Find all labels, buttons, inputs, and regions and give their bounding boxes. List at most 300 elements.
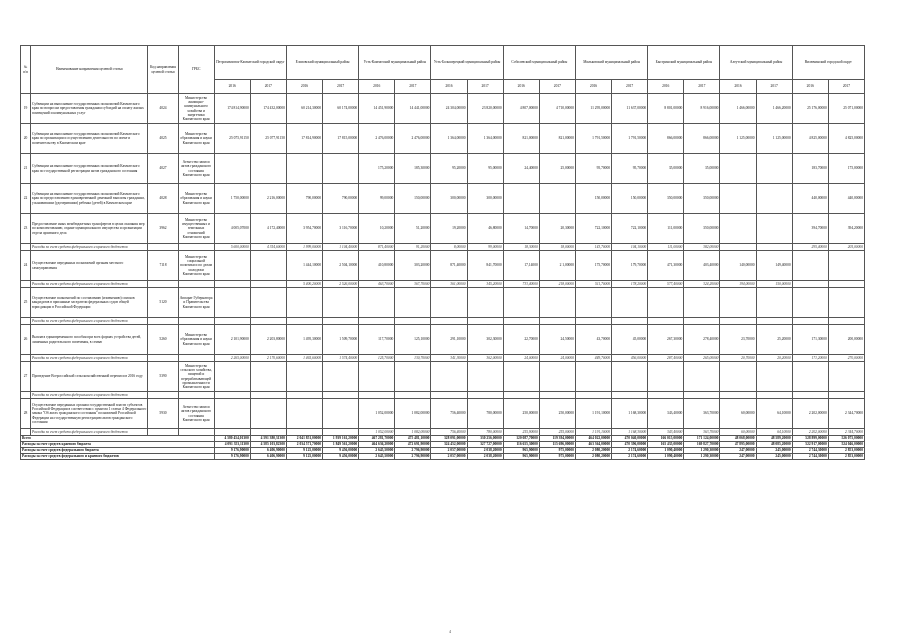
row-value — [828, 318, 864, 325]
table-total-row — [21, 454, 865, 460]
row-value: 2 526,00000 — [323, 281, 359, 288]
row-value: 19,20000 — [431, 214, 467, 244]
column-header-year: 2016 — [503, 80, 539, 94]
row-value: 363,70000 — [684, 399, 720, 429]
row-value: 171,20000 — [792, 355, 828, 362]
total-value: 4 591 380,31300 — [250, 436, 286, 442]
row-value — [286, 154, 322, 184]
row-value — [286, 362, 322, 392]
row-value: 25 075,91150 — [214, 124, 250, 154]
total-value: 463 364,00000 — [575, 442, 611, 448]
total-name: Расходы за счет средств федерального бюджета — [21, 448, 215, 454]
row-value: 2 202,00000 — [792, 429, 828, 436]
row-number: 28 — [21, 399, 31, 429]
row-number — [21, 429, 31, 436]
row-grbs: Агентство записи актов гражданского состояния Камчатского края — [178, 154, 214, 184]
total-value: 330 256,00000 — [467, 436, 503, 442]
row-value: 8 801,00000 — [648, 94, 684, 124]
row-value — [323, 392, 359, 399]
row-value: 8 916,00000 — [684, 94, 720, 124]
row-value: 871,40000 — [359, 244, 395, 251]
row-value — [323, 399, 359, 429]
column-header-year: 2017 — [467, 80, 503, 94]
total-value: 4 580 454,01300 — [214, 436, 250, 442]
column-header-year: 2016 — [286, 80, 322, 94]
row-value: 341,30000 — [431, 355, 467, 362]
total-value: 472 691,90000 — [395, 442, 431, 448]
row-value: 1 052,00000 — [359, 429, 395, 436]
total-value: 324 452,00000 — [431, 442, 467, 448]
row-value: 250,00000 — [539, 399, 575, 429]
row-value: 20,20000 — [756, 355, 792, 362]
row-value: 185,30000 — [395, 154, 431, 184]
column-header-year: 2017 — [612, 80, 648, 94]
row-number — [21, 392, 31, 399]
total-value: 467 281,70000 — [359, 436, 395, 442]
row-value: 24,40000 — [503, 154, 539, 184]
row-value — [612, 288, 648, 318]
total-value: 9 125,00000 — [286, 454, 322, 460]
row-value: 200,00000 — [828, 325, 864, 355]
total-value: 2 853,00000 — [828, 448, 864, 454]
row-value: 2 101,90000 — [214, 325, 250, 355]
row-value — [214, 429, 250, 436]
row-value: 343,40000 — [648, 399, 684, 429]
row-value: 456,00000 — [612, 355, 648, 362]
row-value: 14 441,00000 — [395, 94, 431, 124]
row-value: 111,00000 — [648, 214, 684, 244]
row-value — [250, 392, 286, 399]
row-value: 4 710,00000 — [539, 94, 575, 124]
row-value: 367,70000 — [395, 281, 431, 288]
row-grbs — [178, 429, 214, 436]
row-value: 18,00000 — [539, 244, 575, 251]
row-value — [250, 154, 286, 184]
row-value: 250,00000 — [503, 399, 539, 429]
total-value: 1 090,40000 — [648, 448, 684, 454]
row-value — [250, 251, 286, 281]
row-value: 255,90000 — [503, 429, 539, 436]
row-value: 1 082,00000 — [395, 429, 431, 436]
row-value — [575, 362, 611, 392]
total-value: 4 585 103,82300 — [250, 442, 286, 448]
column-header-year: 2016 — [214, 80, 250, 94]
row-value — [756, 184, 792, 214]
row-value — [395, 288, 431, 318]
row-note: Расходы за счет средств федерального и краевого бюджетов — [31, 429, 148, 436]
row-value: 205,00000 — [828, 244, 864, 251]
row-value — [395, 318, 431, 325]
row-value — [431, 318, 467, 325]
row-value: 3 116,70000 — [323, 214, 359, 244]
table-row — [21, 325, 865, 355]
row-value — [792, 318, 828, 325]
row-value: 149,40000 — [756, 251, 792, 281]
row-value: 60 174,00000 — [323, 94, 359, 124]
row-value — [756, 154, 792, 184]
row-value: 2 344,70000 — [828, 429, 864, 436]
total-value: 9 125,00000 — [286, 448, 322, 454]
row-value — [359, 362, 395, 392]
page-number: 4 — [449, 629, 451, 634]
row-value: 722,10000 — [612, 214, 648, 244]
row-value: 99,00000 — [359, 184, 395, 214]
row-number: 21 — [21, 154, 31, 184]
row-number: 23 — [21, 214, 31, 244]
column-header-district: Усть-Большерецкий муниципальный район — [431, 46, 503, 80]
table-note-row — [21, 355, 865, 362]
table-row — [21, 251, 865, 281]
total-value: 470 396,00000 — [612, 442, 648, 448]
row-value: 111,00000 — [648, 244, 684, 251]
table-row — [21, 124, 865, 154]
row-note: Расходы за счет средств федерального и краевого бюджетов — [31, 355, 148, 362]
row-value — [756, 392, 792, 399]
row-value: 2 203,80000 — [250, 325, 286, 355]
row-value: 303,20000 — [395, 251, 431, 281]
row-value: 35,00000 — [684, 154, 720, 184]
row-value — [323, 429, 359, 436]
column-header-year: 2016 — [792, 80, 828, 94]
row-code: 7118 — [148, 251, 178, 281]
row-value: 194,00000 — [720, 281, 756, 288]
row-value: 2 476,00000 — [395, 124, 431, 154]
row-number — [21, 281, 31, 288]
total-value: 2 038,20000 — [467, 454, 503, 460]
total-value: 965,90000 — [503, 448, 539, 454]
row-value: 25 176,00000 — [792, 94, 828, 124]
row-value: 125,10000 — [395, 325, 431, 355]
total-value: 524 046,00000 — [828, 442, 864, 448]
row-value: 302,30000 — [467, 325, 503, 355]
total-value: 2 057,00000 — [431, 448, 467, 454]
row-value: 22,70000 — [503, 325, 539, 355]
row-value — [431, 392, 467, 399]
row-grbs — [178, 355, 214, 362]
row-name: Субвенции на выполнение государственных полномочий Камчатского края по организации и осуществлению деятельности по опеке и попечительству в Камчатском крае — [31, 124, 148, 154]
row-value: 440,00000 — [792, 184, 828, 214]
row-value: 394,70000 — [792, 214, 828, 244]
row-value — [359, 392, 395, 399]
row-value: 174 814,90000 — [214, 94, 250, 124]
row-value — [756, 318, 792, 325]
total-value: 965,90000 — [503, 454, 539, 460]
row-value: 95,70000 — [612, 154, 648, 184]
row-value — [792, 281, 828, 288]
column-header-year: 2017 — [828, 80, 864, 94]
column-header-district: Мильковский муниципальный район — [575, 46, 647, 80]
row-value: 174 432,00000 — [250, 94, 286, 124]
row-value — [756, 244, 792, 251]
total-value: 1 939 161,20000 — [323, 436, 359, 442]
row-value: 733,40000 — [503, 281, 539, 288]
row-value — [214, 281, 250, 288]
total-value: 2 041 851,00000 — [286, 436, 322, 442]
row-value: 1 168,30000 — [612, 429, 648, 436]
row-value: 841,70000 — [467, 251, 503, 281]
row-code: 3962 — [148, 214, 178, 244]
row-value: 150,00000 — [395, 184, 431, 214]
row-value: 2 476,00000 — [359, 124, 395, 154]
row-value — [539, 288, 575, 318]
row-value: 1 052,00000 — [359, 399, 395, 429]
row-value: 25,20000 — [756, 325, 792, 355]
total-name: Всего — [21, 436, 215, 442]
row-value: 324,20000 — [684, 281, 720, 288]
row-value: 1 466,20000 — [756, 94, 792, 124]
row-value — [395, 392, 431, 399]
total-value: 120 087,70000 — [503, 436, 539, 442]
row-value: 343,40000 — [648, 429, 684, 436]
row-value: 345,20000 — [467, 281, 503, 288]
row-value: 4 172,40000 — [250, 214, 286, 244]
row-value: 2 216,00000 — [250, 184, 286, 214]
total-value: 470 040,00000 — [612, 436, 648, 442]
row-value: 2 170,60000 — [250, 355, 286, 362]
row-value: 60,00000 — [720, 399, 756, 429]
row-value — [503, 318, 539, 325]
row-name: Осуществление переданных органам государственной власти субъектов Российской Федерации в соответствии с пунктом 1 статьи 4 Федерального закона "Об актах гражданского состояния" полномочий Российской Федерации на государственную регистрацию актов гражданского состояния — [31, 399, 148, 429]
row-value — [648, 318, 684, 325]
column-header-year: 2016 — [720, 80, 756, 94]
row-value: 350,00000 — [684, 214, 720, 244]
total-value: 2 057,00000 — [431, 454, 467, 460]
total-value: 6 406,90000 — [250, 448, 286, 454]
row-value: 11 637,00000 — [612, 94, 648, 124]
row-value: 2 265,00000 — [214, 355, 250, 362]
total-value: 1 290,30000 — [684, 448, 720, 454]
row-value: 24,00000 — [503, 355, 539, 362]
total-value: 48 068,00000 — [720, 436, 756, 442]
column-header-name: Наименование направления целевой статьи — [31, 46, 148, 94]
total-value: 9 176,90000 — [214, 448, 250, 454]
row-value — [214, 399, 250, 429]
row-value — [250, 429, 286, 436]
row-value: 278,40000 — [684, 325, 720, 355]
row-name: Осуществление переданных полномочий органам местного самоуправления — [31, 251, 148, 281]
row-value — [323, 362, 359, 392]
row-name: Осуществление полномочий по составлению (изменению) списков кандидатов в присяжные заседатели федеральных судов общей юрисдикции в Российской Федерации — [31, 288, 148, 318]
row-grbs — [178, 244, 214, 251]
table-row — [21, 362, 865, 392]
row-value — [720, 154, 756, 184]
total-value: 247,00000 — [720, 454, 756, 460]
row-value: 382,00000 — [684, 244, 720, 251]
row-value: 143,70000 — [575, 244, 611, 251]
column-header-district: Соболевский муниципальный район — [503, 46, 575, 80]
row-name: Выплата единовременного пособия при всех формах устройства детей, лишенных родительского попечения, в семью — [31, 325, 148, 355]
row-value: 1 791,50000 — [612, 124, 648, 154]
row-value: 150,00000 — [575, 184, 611, 214]
row-value: 4 825,00000 — [792, 124, 828, 154]
row-value: 218,00000 — [539, 281, 575, 288]
row-value: 175,00000 — [828, 154, 864, 184]
row-value — [467, 288, 503, 318]
row-value — [648, 362, 684, 392]
total-value: 2 744,30000 — [792, 448, 828, 454]
row-value: 125,70000 — [359, 355, 395, 362]
row-value: 25 077,91150 — [250, 124, 286, 154]
column-header-year: 2017 — [395, 80, 431, 94]
row-value — [214, 251, 250, 281]
table-row — [21, 214, 865, 244]
total-value: 165 435,00000 — [648, 442, 684, 448]
total-value: 247,00000 — [720, 448, 756, 454]
row-value: 5 400,20000 — [286, 281, 322, 288]
total-value: 119 394,00000 — [539, 436, 575, 442]
row-value — [503, 362, 539, 392]
row-value — [250, 318, 286, 325]
table-row — [21, 154, 865, 184]
row-value — [431, 362, 467, 392]
row-value — [503, 288, 539, 318]
row-value: 150,00000 — [612, 184, 648, 214]
total-value: 9 456,00000 — [323, 454, 359, 460]
row-code — [148, 244, 178, 251]
row-value — [575, 318, 611, 325]
row-value — [323, 154, 359, 184]
row-grbs: Агентство записи актов гражданского состояния Камчатского края — [178, 399, 214, 429]
row-value: 60 214,30000 — [286, 94, 322, 124]
row-value: 1 364,00000 — [467, 124, 503, 154]
column-header-district: Елизовский муниципальный район — [286, 46, 358, 80]
row-value: 130,70000 — [395, 355, 431, 362]
row-name: Субвенции на выполнение государственных полномочий Камчатского края по государственной регистрации актов гражданского состояния — [31, 154, 148, 184]
table-note-row — [21, 281, 865, 288]
row-value: 1 191,10000 — [575, 429, 611, 436]
total-value: 528 899,00000 — [792, 436, 828, 442]
row-value — [828, 288, 864, 318]
row-value: 1 125,00000 — [756, 124, 792, 154]
row-value: 175,20000 — [359, 154, 395, 184]
row-value: 14 451,90000 — [359, 94, 395, 124]
row-value — [467, 318, 503, 325]
row-value — [250, 288, 286, 318]
total-value: 1 849 561,20000 — [323, 442, 359, 448]
row-value: 1 465,60000 — [286, 355, 322, 362]
row-value: 1 495,30000 — [286, 325, 322, 355]
column-header-year: 2016 — [431, 80, 467, 94]
row-value: 1 509,70000 — [323, 325, 359, 355]
row-number — [21, 355, 31, 362]
total-value: 464 636,20000 — [359, 442, 395, 448]
row-grbs: Министерство образования и науки Камчатского края — [178, 325, 214, 355]
row-value: 1 750,00000 — [214, 184, 250, 214]
row-value: 1 125,00000 — [720, 124, 756, 154]
row-value — [395, 362, 431, 392]
row-value — [431, 288, 467, 318]
row-value — [684, 288, 720, 318]
row-value — [286, 392, 322, 399]
row-value — [756, 362, 792, 392]
column-header-year: 2017 — [684, 80, 720, 94]
budget-table — [20, 45, 865, 460]
column-header-district: Вилючинский городской округ — [792, 46, 864, 80]
row-value — [214, 318, 250, 325]
row-value — [612, 318, 648, 325]
total-value: 1 090,40000 — [648, 454, 684, 460]
row-value — [250, 281, 286, 288]
total-name: Расходы за счет средств краевого бюджета — [21, 442, 215, 448]
row-value: 1 104,40000 — [323, 244, 359, 251]
total-value: 2 034 571,70000 — [286, 442, 322, 448]
row-value — [720, 214, 756, 244]
row-value: 95,00000 — [467, 154, 503, 184]
row-value: 60,00000 — [720, 429, 756, 436]
row-value: 64,10000 — [756, 399, 792, 429]
column-header-code: Код направления целевой статьи — [148, 46, 178, 94]
total-value: 166 015,00000 — [648, 436, 684, 442]
total-value: 115 696,00000 — [539, 442, 575, 448]
row-value — [792, 251, 828, 281]
row-grbs: Министерство социальной политики и по делам молодежи Камчатского края — [178, 251, 214, 281]
row-value — [575, 288, 611, 318]
column-header-year: 2016 — [575, 80, 611, 94]
table-note-row — [21, 392, 865, 399]
total-value: 975,00000 — [539, 454, 575, 460]
row-value — [323, 288, 359, 318]
row-value: 95,70000 — [575, 154, 611, 184]
row-number: 26 — [21, 325, 31, 355]
row-value: 24,50000 — [539, 325, 575, 355]
row-value: 363,70000 — [684, 429, 720, 436]
row-value: 4 005,07000 — [214, 214, 250, 244]
column-header-district: Усть-Камчатский муниципальный район — [359, 46, 431, 80]
row-value: 17 815,00000 — [323, 124, 359, 154]
row-value: 362,00000 — [467, 355, 503, 362]
row-value: 14,70000 — [503, 214, 539, 244]
total-value: 2 645,50000 — [359, 454, 395, 460]
row-value: 2 202,00000 — [792, 399, 828, 429]
column-header-district: Быстринский муниципальный район — [648, 46, 720, 80]
row-value — [828, 362, 864, 392]
row-value — [323, 318, 359, 325]
total-value: 464 022,00000 — [575, 436, 611, 442]
row-name: Субвенции на выполнение государственных полномочий Камчатского края по предоставлению единовременной денежной выплаты гражданам, усыновившим (удочерившим) ребенка (детей) в Камчатском крае — [31, 184, 148, 214]
row-value — [648, 288, 684, 318]
row-value — [612, 392, 648, 399]
row-value — [286, 318, 322, 325]
row-grbs: Министерство сельского хозяйства, пищевой и перерабатывающей промышленности Камчатского края — [178, 362, 214, 392]
row-note: Расходы за счет средств федерального и краевого бюджетов — [31, 244, 148, 251]
row-value: 2 1,00000 — [539, 251, 575, 281]
row-value: 577,40000 — [648, 281, 684, 288]
row-value: 394,20000 — [828, 214, 864, 244]
row-value — [286, 429, 322, 436]
row-value: 35,00000 — [648, 154, 684, 184]
table-note-row — [21, 429, 865, 436]
row-value — [720, 244, 756, 251]
row-grbs — [178, 281, 214, 288]
row-value — [792, 392, 828, 399]
row-value — [684, 362, 720, 392]
row-value — [792, 288, 828, 318]
row-value — [756, 214, 792, 244]
row-number: 25 — [21, 288, 31, 318]
row-value — [214, 362, 250, 392]
row-value — [828, 392, 864, 399]
row-value — [720, 184, 756, 214]
column-header-year: 2016 — [359, 80, 395, 94]
row-value — [828, 281, 864, 288]
row-value: 4 354,60000 — [250, 244, 286, 251]
row-value: 756,40000 — [431, 399, 467, 429]
row-value: 410,80000 — [359, 251, 395, 281]
row-value — [575, 392, 611, 399]
total-value: 327 727,00000 — [467, 442, 503, 448]
row-value: 1 191,10000 — [575, 399, 611, 429]
row-value: 300,00000 — [467, 184, 503, 214]
